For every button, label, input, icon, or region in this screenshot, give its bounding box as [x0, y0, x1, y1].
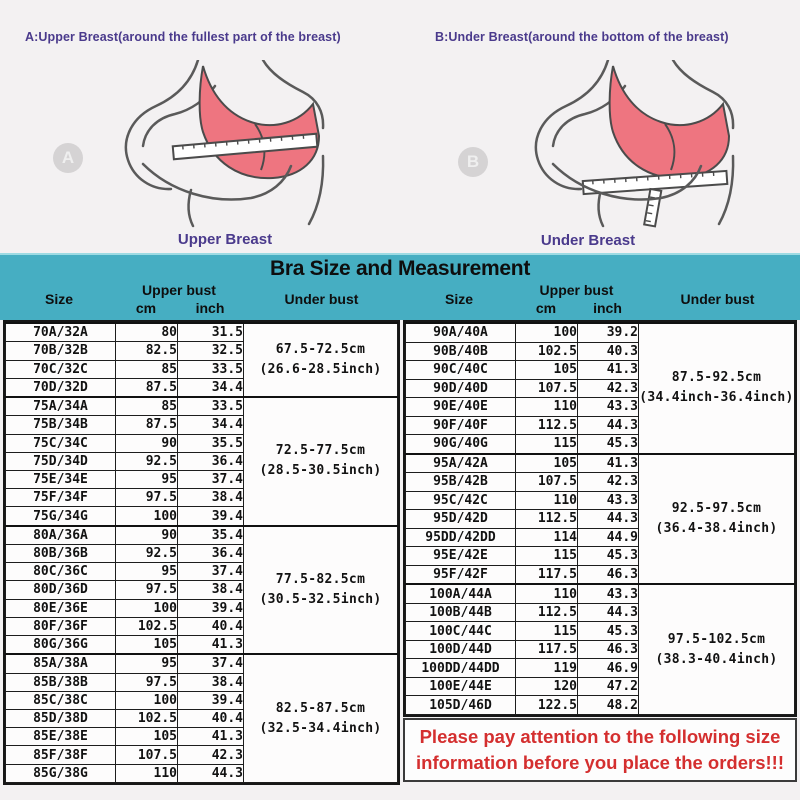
upper-bust-cm-cell: 92.5 — [116, 544, 178, 562]
under-bust-cm-range: 82.5-87.5cm — [275, 700, 366, 716]
upper-bust-inch-cell: 35.5 — [178, 434, 244, 452]
size-cell: 95A/42A — [406, 454, 516, 473]
upper-bust-cm-cell: 82.5 — [116, 342, 178, 360]
size-cell: 85C/38C — [6, 691, 116, 709]
under-bust-cm-range: 97.5-102.5cm — [667, 631, 766, 647]
upper-bust-cm-cell: 97.5 — [116, 673, 178, 691]
upper-bust-cm-cell: 100 — [116, 507, 178, 526]
size-cell: 70D/32D — [6, 378, 116, 397]
upper-bust-inch-cell: 36.4 — [178, 452, 244, 470]
size-cell: 75C/34C — [6, 434, 116, 452]
size-cell: 95B/42B — [406, 473, 516, 492]
under-bust-cm-range: 77.5-82.5cm — [275, 571, 366, 587]
upper-bust-cm-cell: 110 — [516, 584, 578, 603]
upper-bust-cm-cell: 100 — [116, 599, 178, 617]
upper-bust-inch-cell: 44.3 — [578, 510, 639, 529]
size-cell: 95F/42F — [406, 565, 516, 584]
upper-breast-caption: Upper Breast — [177, 231, 273, 248]
upper-bust-inch-cell: 45.3 — [578, 547, 639, 566]
size-cell: 100A/44A — [406, 584, 516, 603]
upper-bust-cm-cell: 92.5 — [116, 452, 178, 470]
upper-bust-cm-cell: 87.5 — [116, 416, 178, 434]
upper-bust-cm-cell: 85 — [116, 397, 178, 416]
under-breast-caption: Under Breast — [540, 232, 636, 249]
upper-bust-inch-cell: 41.3 — [578, 361, 639, 380]
upper-bust-inch-cell: 31.5 — [178, 323, 244, 342]
size-cell: 95D/42D — [406, 510, 516, 529]
upper-bust-inch-cell: 47.2 — [578, 677, 639, 696]
upper-bust-cm-cell: 102.5 — [516, 342, 578, 361]
badge-b: B — [458, 147, 488, 177]
upper-bust-inch-cell: 42.3 — [578, 379, 639, 398]
size-table-row — [6, 323, 398, 342]
upper-bust-cm-cell: 115 — [516, 547, 578, 566]
upper-bust-inch-cell: 44.3 — [578, 416, 639, 435]
upper-bust-cm-cell: 102.5 — [116, 617, 178, 635]
upper-bust-inch-cell: 38.4 — [178, 673, 244, 691]
size-cell: 90A/40A — [406, 323, 516, 342]
size-cell: 80C/36C — [6, 563, 116, 581]
size-table-right — [403, 320, 797, 717]
upper-bust-inch-cell: 40.4 — [178, 617, 244, 635]
upper-bust-inch-cell: 46.3 — [578, 565, 639, 584]
col-header-size-left: Size — [44, 291, 73, 307]
size-cell: 95C/42C — [406, 491, 516, 510]
upper-bust-cm-cell: 90 — [116, 434, 178, 452]
size-cell: 70C/32C — [6, 360, 116, 378]
size-table-row — [6, 654, 398, 673]
upper-bust-inch-cell: 43.3 — [578, 584, 639, 603]
upper-bust-cm-cell: 95 — [116, 470, 178, 488]
size-cell: 75D/34D — [6, 452, 116, 470]
upper-bust-inch-cell: 41.3 — [178, 728, 244, 746]
size-cell: 80B/36B — [6, 544, 116, 562]
col-header-cm-right: cm — [535, 300, 557, 316]
size-cell: 85E/38E — [6, 728, 116, 746]
under-bust-cell — [639, 454, 795, 585]
upper-bust-cm-cell: 97.5 — [116, 489, 178, 507]
upper-bust-inch-cell: 46.9 — [578, 659, 639, 678]
under-bust-inch-range: (36.4-38.4inch) — [655, 520, 778, 536]
under-bust-inch-range: (28.5-30.5inch) — [259, 463, 382, 479]
size-cell: 90G/40G — [406, 435, 516, 454]
under-bust-inch-range: (38.3-40.4inch) — [655, 651, 778, 667]
upper-bust-inch-cell: 40.4 — [178, 710, 244, 728]
size-table-left — [3, 320, 400, 785]
under-bust-cell — [244, 654, 398, 782]
size-cell: 80D/36D — [6, 581, 116, 599]
under-bust-cell — [639, 584, 795, 714]
upper-bust-inch-cell: 38.4 — [178, 489, 244, 507]
size-cell: 90C/40C — [406, 361, 516, 380]
size-cell: 100C/44C — [406, 622, 516, 641]
size-table-row — [406, 454, 795, 473]
upper-bust-inch-cell: 39.4 — [178, 599, 244, 617]
under-bust-cm-range: 92.5-97.5cm — [671, 500, 762, 516]
upper-bust-inch-cell: 46.3 — [578, 640, 639, 659]
upper-bust-cm-cell: 80 — [116, 323, 178, 342]
size-cell: 90F/40F — [406, 416, 516, 435]
upper-bust-cm-cell: 110 — [516, 491, 578, 510]
under-bust-inch-range: (34.4inch-36.4inch) — [639, 390, 794, 406]
upper-bust-cm-cell: 90 — [116, 526, 178, 545]
size-cell: 75F/34F — [6, 489, 116, 507]
size-table-row — [406, 323, 795, 342]
upper-bust-inch-cell: 44.9 — [578, 528, 639, 547]
upper-bust-inch-cell: 41.3 — [178, 636, 244, 655]
upper-bust-inch-cell: 45.3 — [578, 622, 639, 641]
upper-bust-cm-cell: 120 — [516, 677, 578, 696]
under-bust-cell — [244, 323, 398, 397]
under-breast-measure-illustration — [505, 60, 755, 228]
under-bust-cell — [244, 526, 398, 655]
col-header-size-right: Size — [444, 291, 473, 307]
size-cell: 75B/34B — [6, 416, 116, 434]
upper-bust-inch-cell: 37.4 — [178, 470, 244, 488]
size-cell: 100E/44E — [406, 677, 516, 696]
upper-bust-cm-cell: 114 — [516, 528, 578, 547]
upper-bust-cm-cell: 112.5 — [516, 603, 578, 622]
upper-bust-inch-cell: 40.3 — [578, 342, 639, 361]
upper-bust-cm-cell: 105 — [516, 361, 578, 380]
size-cell: 95E/42E — [406, 547, 516, 566]
order-notice-line2: information before you place the orders!!! — [416, 752, 784, 773]
upper-bust-inch-cell: 33.5 — [178, 360, 244, 378]
size-cell: 70A/32A — [6, 323, 116, 342]
upper-bust-cm-cell: 122.5 — [516, 696, 578, 715]
size-cell: 100DD/44DD — [406, 659, 516, 678]
upper-bust-cm-cell: 100 — [116, 691, 178, 709]
size-cell: 80A/36A — [6, 526, 116, 545]
upper-bust-inch-cell: 45.3 — [578, 435, 639, 454]
upper-bust-cm-cell: 119 — [516, 659, 578, 678]
col-header-under-bust-right: Under bust — [680, 291, 755, 307]
order-notice — [403, 718, 797, 782]
upper-bust-cm-cell: 105 — [116, 728, 178, 746]
upper-bust-cm-cell: 95 — [116, 563, 178, 581]
order-notice-line1: Please pay attention to the following size — [419, 726, 781, 748]
size-cell: 90B/40B — [406, 342, 516, 361]
upper-bust-inch-cell: 43.3 — [578, 398, 639, 417]
under-bust-inch-range: (26.6-28.5inch) — [259, 362, 382, 377]
upper-bust-cm-cell: 112.5 — [516, 416, 578, 435]
upper-bust-cm-cell: 107.5 — [516, 473, 578, 492]
under-bust-cell — [639, 323, 795, 454]
upper-bust-cm-cell: 97.5 — [116, 581, 178, 599]
size-cell: 85F/38F — [6, 746, 116, 764]
upper-bust-cm-cell: 102.5 — [116, 710, 178, 728]
upper-bust-inch-cell: 35.4 — [178, 526, 244, 545]
upper-bust-inch-cell: 38.4 — [178, 581, 244, 599]
upper-bust-cm-cell: 110 — [116, 764, 178, 782]
size-cell: 95DD/42DD — [406, 528, 516, 547]
chart-header — [0, 253, 800, 320]
upper-bust-inch-cell: 37.4 — [178, 654, 244, 673]
under-bust-inch-range: (30.5-32.5inch) — [259, 591, 382, 607]
upper-bust-cm-cell: 100 — [516, 323, 578, 342]
upper-bust-inch-cell: 42.3 — [578, 473, 639, 492]
size-cell: 75A/34A — [6, 397, 116, 416]
size-cell: 80G/36G — [6, 636, 116, 655]
size-cell: 100B/44B — [406, 603, 516, 622]
upper-bust-cm-cell: 115 — [516, 435, 578, 454]
upper-bust-inch-cell: 43.3 — [578, 491, 639, 510]
upper-bust-cm-cell: 107.5 — [116, 746, 178, 764]
badge-a: A — [53, 143, 83, 173]
col-header-under-bust-left: Under bust — [284, 291, 359, 307]
upper-bust-inch-cell: 44.3 — [578, 603, 639, 622]
upper-bust-cm-cell: 110 — [516, 398, 578, 417]
upper-bust-cm-cell: 85 — [116, 360, 178, 378]
upper-bust-inch-cell: 33.5 — [178, 397, 244, 416]
size-table-row — [406, 584, 795, 603]
upper-bust-inch-cell: 44.3 — [178, 764, 244, 782]
size-cell: 85G/38G — [6, 764, 116, 782]
upper-bust-inch-cell: 39.4 — [178, 691, 244, 709]
upper-bust-inch-cell: 32.5 — [178, 342, 244, 360]
size-cell: 75E/34E — [6, 470, 116, 488]
col-header-cm-left: cm — [135, 300, 157, 316]
upper-bust-inch-cell: 34.4 — [178, 378, 244, 397]
upper-bust-inch-cell: 39.2 — [578, 323, 639, 342]
upper-bust-cm-cell: 95 — [116, 654, 178, 673]
upper-bust-inch-cell: 37.4 — [178, 563, 244, 581]
size-table-row — [6, 397, 398, 416]
upper-bust-cm-cell: 105 — [516, 454, 578, 473]
size-cell: 90D/40D — [406, 379, 516, 398]
upper-bust-cm-cell: 112.5 — [516, 510, 578, 529]
upper-breast-measure-illustration — [95, 60, 345, 228]
under-bust-cm-range: 87.5-92.5cm — [671, 370, 762, 386]
size-cell: 100D/44D — [406, 640, 516, 659]
size-cell: 90E/40E — [406, 398, 516, 417]
upper-bust-inch-cell: 41.3 — [578, 454, 639, 473]
size-cell: 85D/38D — [6, 710, 116, 728]
size-cell: 80F/36F — [6, 617, 116, 635]
under-bust-cell — [244, 397, 398, 526]
chart-title: Bra Size and Measurement — [269, 257, 531, 280]
upper-bust-cm-cell: 117.5 — [516, 565, 578, 584]
upper-bust-inch-cell: 39.4 — [178, 507, 244, 526]
size-cell: 75G/34G — [6, 507, 116, 526]
under-bust-inch-range: (32.5-34.4inch) — [259, 720, 382, 736]
size-cell: 80E/36E — [6, 599, 116, 617]
upper-bust-cm-cell: 107.5 — [516, 379, 578, 398]
upper-bust-cm-cell: 117.5 — [516, 640, 578, 659]
upper-breast-instruction: A:Upper Breast(around the fullest part of the breast) — [25, 30, 341, 44]
col-header-upper-bust-left: Upper bust — [142, 282, 216, 298]
upper-bust-inch-cell: 48.2 — [578, 696, 639, 715]
size-cell: 105D/46D — [406, 696, 516, 715]
upper-bust-cm-cell: 115 — [516, 622, 578, 641]
size-cell: 85B/38B — [6, 673, 116, 691]
col-header-inch-left: inch — [195, 300, 225, 316]
size-cell: 70B/32B — [6, 342, 116, 360]
upper-bust-cm-cell: 105 — [116, 636, 178, 655]
size-table-row — [6, 526, 398, 545]
under-bust-cm-range: 72.5-77.5cm — [275, 443, 366, 459]
under-breast-instruction: B:Under Breast(around the bottom of the breast) — [435, 30, 729, 44]
upper-bust-cm-cell: 87.5 — [116, 378, 178, 397]
size-cell: 85A/38A — [6, 654, 116, 673]
col-header-inch-right: inch — [593, 300, 622, 316]
col-header-upper-bust-right: Upper bust — [539, 282, 614, 298]
upper-bust-inch-cell: 42.3 — [178, 746, 244, 764]
under-bust-cm-range: 67.5-72.5cm — [275, 341, 366, 357]
upper-bust-inch-cell: 34.4 — [178, 416, 244, 434]
upper-bust-inch-cell: 36.4 — [178, 544, 244, 562]
